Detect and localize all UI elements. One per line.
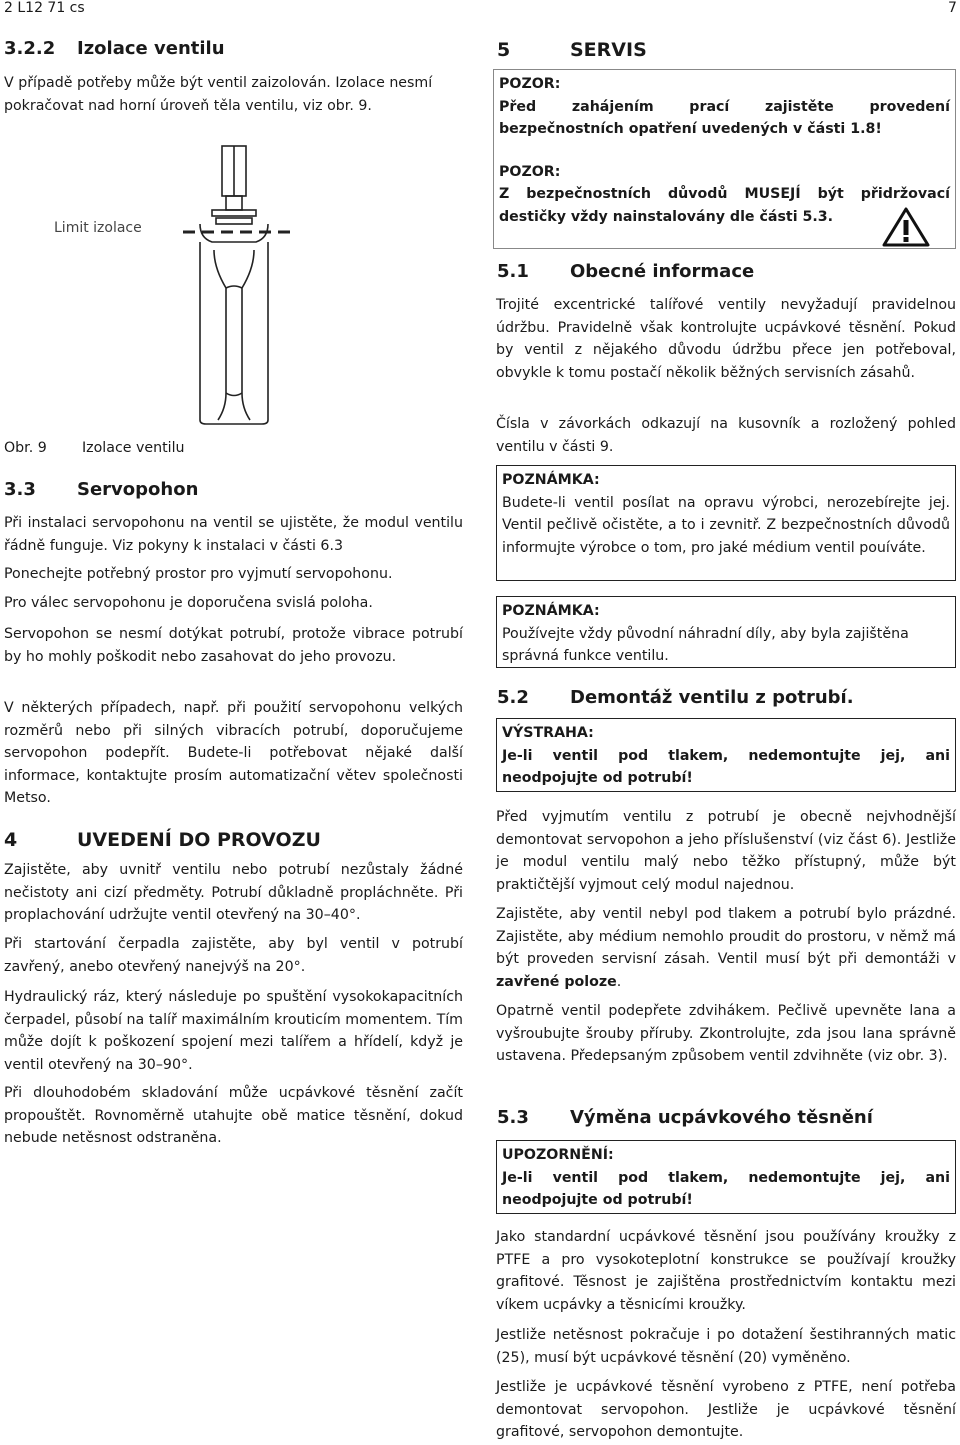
section-5-heading [497, 39, 647, 61]
section-number: 5 [497, 39, 511, 61]
bold-run: zavřené poloze [496, 973, 617, 990]
section-number: 5.3 [497, 1107, 529, 1128]
section-5-2-p2 [496, 903, 956, 993]
section-5-2-p1: Před vyjmutím ventilu z potrubí je obecně nejvhodnější demontovat servopohon a jeho příslušenství (viz část 6). Jestliže je modul ventilu malý nebo těžko přístupný, může být praktičtější vyjmout celý modul najednou. [496, 809, 956, 893]
page-code: 2 L12 71 cs [4, 0, 85, 16]
section-5-3-p3: Jestliže je ucpávkové těsnění vyrobeno z PTFE, není potřeba demontovat servopohon. Jestliže je ucpávkové těsnění grafitové, servopohon demontujte. [496, 1379, 956, 1440]
note-title: POZNÁMKA: [502, 472, 600, 488]
warning-text: Je-li ventil pod tlakem, nedemontujte jej, ani neodpojujte od potrubí! [502, 747, 950, 786]
warning-title: POZOR: [499, 76, 561, 92]
section-4-heading [4, 829, 321, 851]
warning-box-vystraha [496, 718, 956, 792]
section-title: Demontáž ventilu z potrubí. [570, 687, 854, 708]
warning-triangle-icon [881, 206, 931, 248]
section-5-1-p1: Trojité excentrické talířové ventily nevyžadují pravidelnou údržbu. Pravidelně však kontrolujte ucpávkové těsnění. Pokud by ventil z nějakého důvodu údržbu přece jen potřeboval, obvykle k tomu postačí několik běžných servisních zásahů. [496, 297, 956, 381]
section-3-3-p5: V některých případech, např. při použití servopohonu velkých rozměrů nebo při silných vibracích potrubí, doporučujeme servopohon podepřít. Budete-li potřebovat nějaké další informace, kontaktujte prosím automatizační větev společnosti Metso. [4, 700, 463, 806]
section-5-2-p3: Opatrně ventil podepřete zdvihákem. Pečlivě upevněte lana a vyšroubujte šrouby příruby. Zkontrolujte, zda jsou lana správně ustavena. Předepsaným způsobem ventil zdvihněte (viz obr. 3). [496, 1003, 956, 1064]
section-number: 3.3 [4, 479, 36, 500]
warning-box-upozorneni [496, 1140, 956, 1214]
section-number: 4 [4, 829, 18, 851]
section-number: 3.2.2 [4, 38, 56, 59]
section-title: Izolace ventilu [77, 38, 225, 59]
section-title: Obecné informace [570, 261, 755, 282]
valve-drawing [50, 138, 350, 438]
text-run: Zajistěte, aby ventil nebyl pod tlakem a potrubí bylo prázdné. Zajistěte, aby médium nemohlo proudit do prostoru, v němž má být proveden servisní zásah. Ventil musí být při demontáži v [496, 906, 956, 967]
section-5-3-p2: Jestliže netěsnost pokračuje i po dotažení šestihranných matic (25), musí být ucpávkové těsnění (20) vyměněno. [496, 1327, 956, 1366]
figure-caption-text: Izolace ventilu [82, 440, 185, 456]
section-4-p3: Hydraulický ráz, který následuje po spuštění vysokokapacitních čerpadel, působí na talíř maximálním krouticím momentem. Tím může dojít k poškození spojení mezi talířem a hřídelí, když je ventil otevřený na 30–90°. [4, 989, 463, 1073]
figure-caption-number: Obr. 9 [4, 440, 47, 456]
note-text: Budete-li ventil posílat na opravu výrobci, nerozebírejte jej. Ventil pečlivě očistěte, a to i zevnitř. Z bezpečnostních důvodů informujte výrobce o tom, pro jaké médium ventil pouíváte. [502, 494, 950, 556]
section-number: 5.2 [497, 687, 529, 708]
section-3-2-2-text: V případě potřeby může být ventil zaizolován. Izolace nesmí pokračovat nad horní úroveň těla ventilu, viz obr. 9. [4, 75, 433, 114]
section-3-3-p1: Při instalaci servopohonu na ventil se ujistěte, že modul ventilu řádně funguje. Viz pokyny k instalaci v části 6.3 [4, 515, 463, 554]
section-5-2-heading [497, 687, 854, 708]
section-title: Výměna ucpávkového těsnění [570, 1107, 873, 1128]
section-5-1-heading [497, 261, 754, 282]
section-3-2-2-heading [4, 38, 225, 59]
warning-title: POZOR: [499, 163, 561, 180]
warning-text: Je-li ventil pod tlakem, nedemontujte jej, ani neodpojujte od potrubí! [502, 1169, 950, 1208]
note-title: POZNÁMKA: [502, 603, 600, 619]
section-4-p2: Při startování čerpadla zajistěte, aby byl ventil v potrubí zavřený, anebo otevřený nanejvýš na 20°. [4, 936, 463, 975]
section-3-3-p2: Ponechejte potřebný prostor pro vyjmutí servopohonu. [4, 566, 393, 582]
section-5-3-heading [497, 1107, 873, 1128]
section-5-1-p2: Čísla v závorkách odkazují na kusovník a rozložený pohled ventilu v části 9. [496, 416, 956, 455]
section-title: Servopohon [77, 479, 199, 500]
text-run: . [616, 973, 622, 990]
warning-title: UPOZORNĚNÍ: [502, 1147, 614, 1163]
warning-box-servis [493, 69, 956, 249]
note-text: Používejte vždy původní náhradní díly, aby byla zajištěna správná funkce ventilu. [502, 625, 909, 664]
warning-title: VÝSTRAHA: [502, 725, 594, 741]
page-number: 7 [948, 0, 957, 16]
note-box-1 [496, 465, 956, 581]
section-4-p1: Zajistěte, aby uvnitř ventilu nebo potrubí nezůstaly žádné nečistoty ani cizí předměty. Potrubí důkladně propláchněte. Při proplachování udržujte ventil otevřený na 30–40°. [4, 862, 463, 923]
figure-9 [50, 138, 460, 438]
note-box-2 [496, 596, 956, 668]
warning-text: Před zahájením prací zajistěte provedení bezpečnostních opatření uvedených v části 1.8! [499, 98, 950, 137]
section-4-p4: Při dlouhodobém skladování může ucpávkové těsnění začít propouštět. Rovnoměrně utahujte obě matice těsnění, dokud nebude netěsnost odstraněna. [4, 1085, 463, 1146]
warning-text: Z bezpečnostních důvodů MUSEJÍ být přidržovací destičky vždy nainstalovány dle části 5.3. [499, 186, 950, 225]
section-3-3-p3: Pro válec servopohonu je doporučena svislá poloha. [4, 595, 373, 611]
section-3-3-p4: Servopohon se nesmí dotýkat potrubí, protože vibrace potrubí by ho mohly poškodit nebo zasahovat do jeho provozu. [4, 626, 463, 665]
section-number: 5.1 [497, 261, 529, 282]
section-title: SERVIS [570, 39, 647, 61]
limit-label: Limit izolace [54, 220, 142, 236]
section-title: UVEDENÍ DO PROVOZU [77, 829, 321, 851]
section-3-3-heading [4, 479, 198, 500]
section-5-3-p1: Jako standardní ucpávkové těsnění jsou používány kroužky z PTFE a pro vysokoteplotní konstrukce se používají kroužky grafitové. Těsnost je zajištěna prostřednictvím kontaktu mezi víkem ucpávky a těsnicími kroužky. [496, 1229, 956, 1313]
